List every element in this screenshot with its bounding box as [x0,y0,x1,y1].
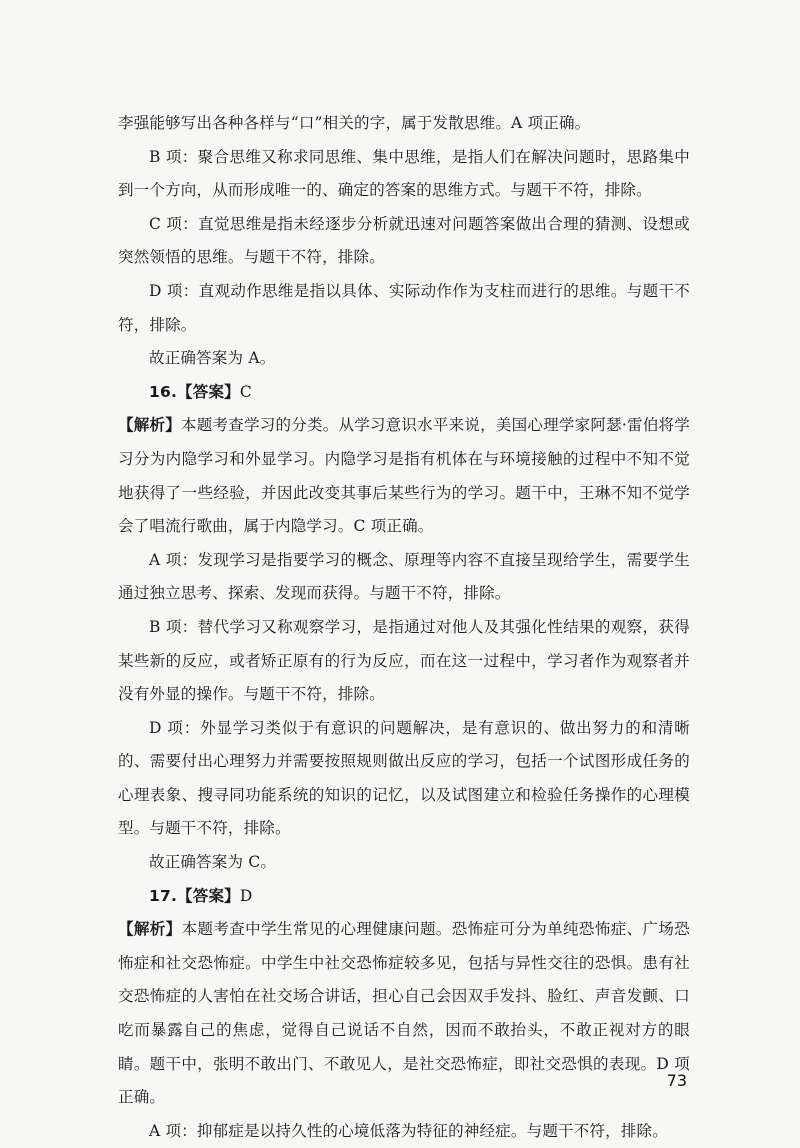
paragraph-1 [118,107,690,141]
page-number: 73 [666,1071,687,1090]
paragraph-text: 故正确答案为 A。 [149,349,276,368]
paragraph-14 [118,1115,690,1148]
paragraph-5 [118,342,690,376]
answer-label: 16.【答案】 [149,382,240,401]
paragraph-11 [118,846,690,880]
analysis-17 [118,913,690,1115]
paragraph-text: 本题考查中学生常见的心理健康问题。恐怖症可分为单纯恐怖症、广场恐怖症和社交恐怖症。中学生中社交恐怖症较多见，包括与异性交往的恐惧。患有社交恐怖症的人害怕在社交场合讲话，担心自己会因双手发抖、脸红、声音发颤、口吃而暴露自己的焦虑，觉得自己说话不自然，因而不敢抬头，不敢正视对方的眼睛。题干中，张明不敢出门、不敢见人，是社交恐怖症，即社交恐惧的表现。D 项正确。 [118,920,690,1107]
paragraph-text: D 项：直观动作思维是指以具体、实际动作作为支柱而进行的思维。与题干不符，排除。 [118,281,690,334]
paragraph-8 [118,544,690,611]
paragraph-3 [118,208,690,275]
answer-label: 17.【答案】 [149,886,240,905]
paragraph-2 [118,141,690,208]
paragraph-text: B 项：替代学习又称观察学习，是指通过对他人及其强化性结果的观察，获得某些新的反应，或者矫正原有的行为反应，而在这一过程中，学习者作为观察者并没有外显的操作。与题干不符，排除。 [118,617,690,704]
paragraph-text: C 项：直觉思维是指未经逐步分析就迅速对问题答案做出合理的猜测、设想或突然领悟的思维。与题干不符，排除。 [118,214,690,267]
analysis-label: 【解析】 [118,416,181,435]
answer-value: D [239,886,253,905]
paragraph-text: B 项：聚合思维又称求同思维、集中思维，是指人们在解决问题时，思路集中到一个方向，从而形成唯一的、确定的答案的思维方式。与题干不符，排除。 [118,147,690,200]
paragraph-text: A 项：发现学习是指要学习的概念、原理等内容不直接呈现给学生，需要学生通过独立思考、探索、发现而获得。与题干不符，排除。 [118,550,690,603]
page-body [118,107,690,1148]
paragraph-text: D 项：外显学习类似于有意识的问题解决，是有意识的、做出努力的和清晰的、需要付出心理努力并需要按照规则做出反应的学习，包括一个试图形成任务的心理表象、搜寻同功能系统的知识的记忆，以及试图建立和检验任务操作的心理模型。与题干不符，排除。 [118,718,690,838]
paragraph-4 [118,275,690,342]
answer-17 [118,880,690,914]
answer-16 [118,376,690,410]
paragraph-text: 李强能够写出各种各样与“口”相关的字，属于发散思维。A 项正确。 [118,114,591,132]
paragraph-9 [118,611,690,712]
paragraph-text: 故正确答案为 C。 [149,853,277,872]
analysis-16 [118,409,690,543]
answer-value: C [239,382,252,401]
paragraph-text: 本题考查学习的分类。从学习意识水平来说，美国心理学家阿瑟·雷伯将学习分为内隐学习和外显学习。内隐学习是指有机体在与环境接触的过程中不知不觉地获得了一些经验，并因此改变其事后某些行为的学习。题干中，王琳不知不觉学会了唱流行歌曲，属于内隐学习。C 项正确。 [118,416,690,536]
paragraph-text: A 项：抑郁症是以持久性的心境低落为特征的神经症。与题干不符，排除。 [149,1121,668,1140]
paragraph-10 [118,712,690,846]
analysis-label: 【解析】 [118,920,182,939]
